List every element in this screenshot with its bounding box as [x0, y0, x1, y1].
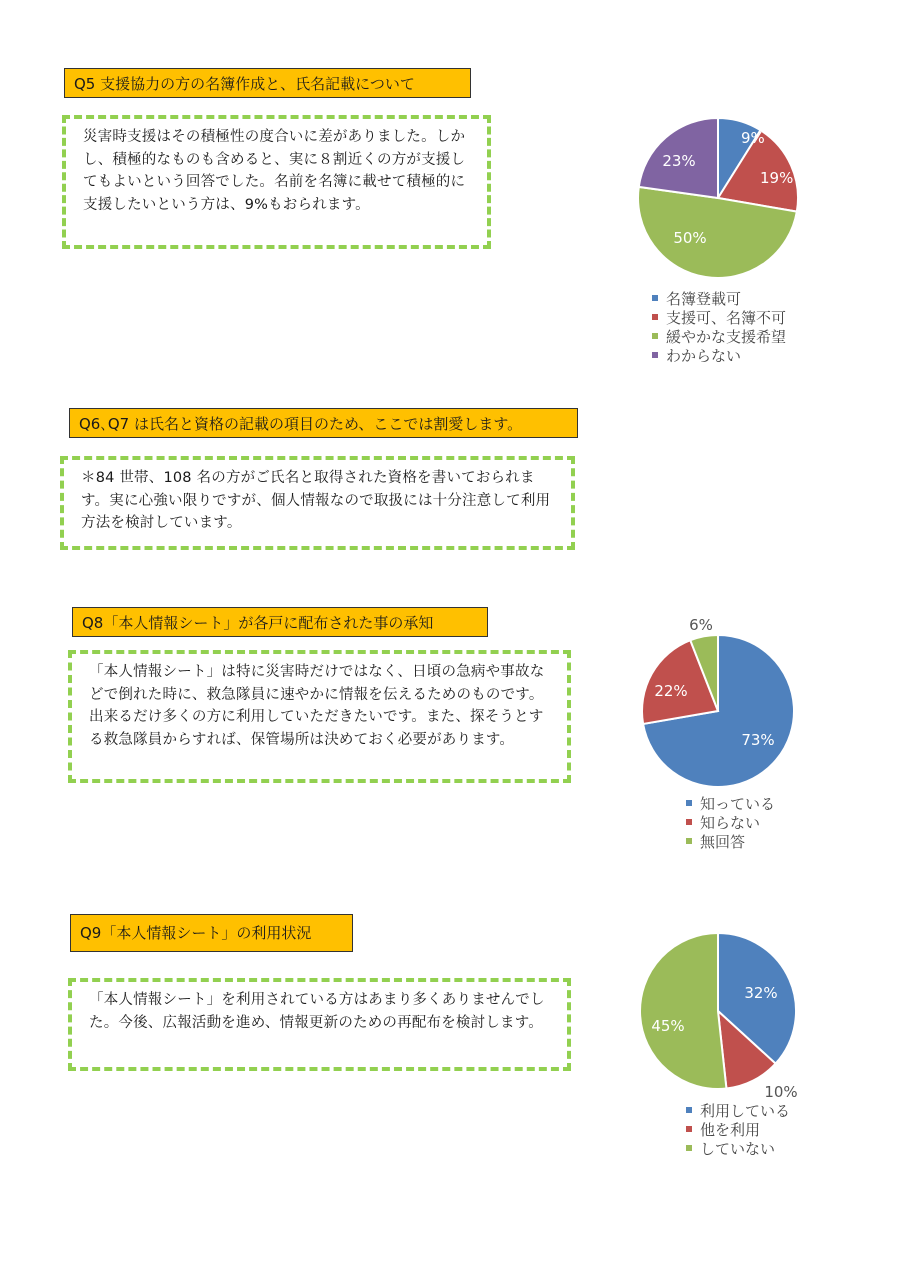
data-label: 23% — [662, 152, 696, 170]
data-label: 50% — [673, 229, 707, 247]
legend-label: していない — [700, 1140, 776, 1158]
legend-item — [652, 309, 786, 328]
legend-item — [686, 1140, 790, 1159]
legend-label: 緩やかな支援希望 — [666, 328, 787, 346]
legend-label: 知らない — [700, 814, 761, 832]
legend-swatch — [686, 800, 692, 806]
data-label: 45% — [651, 1017, 685, 1035]
pie-svg-q5 — [630, 115, 810, 285]
section-title-q9: Q9「本人情報シート」の利用状況 — [70, 914, 353, 952]
legend-label: 無回答 — [700, 833, 746, 851]
pie-slice — [640, 933, 726, 1089]
legend-item — [686, 795, 775, 814]
legend-swatch — [652, 352, 658, 358]
data-label: 73% — [741, 731, 775, 749]
data-label: 19% — [760, 169, 794, 187]
pie-svg-q8 — [630, 612, 810, 792]
pie-chart-q5 — [630, 115, 810, 285]
section-title-q6-q7: Q6､Q7 は氏名と資格の記載の項目のため、ここでは割愛します。 — [69, 408, 578, 438]
legend-label: 名簿登載可 — [666, 290, 742, 308]
legend-item — [686, 1102, 790, 1121]
pie-chart-q9 — [630, 925, 810, 1105]
legend-q8 — [686, 795, 775, 852]
section-title-q5: Q5 支援協力の方の名簿作成と、氏名記載について — [64, 68, 471, 98]
legend-item — [686, 833, 775, 852]
pie-svg-q9 — [630, 925, 810, 1105]
legend-label: 知っている — [700, 795, 776, 813]
legend-swatch — [652, 333, 658, 339]
legend-swatch — [686, 838, 692, 844]
legend-swatch — [652, 314, 658, 320]
legend-swatch — [686, 1107, 692, 1113]
legend-swatch — [652, 295, 658, 301]
data-label: 32% — [744, 984, 778, 1002]
section-note-q6-q7: ＊84 世帯、108 名の方がご氏名と取得された資格を書いておられます。実に心強い限りですが、個人情報なので取扱には十分注意して利用方法を検討しています。 — [60, 456, 575, 550]
legend-label: 他を利用 — [700, 1121, 761, 1139]
pie-chart-q8 — [630, 612, 810, 792]
legend-item — [652, 347, 786, 366]
data-label: 10% — [764, 1083, 798, 1101]
legend-item — [652, 328, 786, 347]
legend-item — [652, 290, 786, 309]
legend-swatch — [686, 1145, 692, 1151]
legend-label: わからない — [666, 347, 742, 365]
legend-label: 支援可、名簿不可 — [666, 309, 787, 327]
data-label: 6% — [689, 616, 713, 634]
legend-q5 — [652, 290, 786, 366]
section-note-q5: 災害時支援はその積極性の度合いに差がありました。しかし、積極的なものも含めると、実に８割近くの方が支援してもよいという回答でした。名前を名簿に載せて積極的に支援したいという方は、9%もおられます。 — [62, 115, 491, 249]
legend-label: 利用している — [700, 1102, 791, 1120]
legend-item — [686, 1121, 790, 1140]
data-label: 9% — [741, 129, 765, 147]
legend-swatch — [686, 1126, 692, 1132]
section-note-q9: 「本人情報シート」を利用されている方はあまり多くありませんでした。今後、広報活動を進め、情報更新のための再配布を検討します。 — [68, 978, 571, 1071]
section-title-q8: Q8「本人情報シート」が各戸に配布された事の承知 — [72, 607, 488, 637]
legend-q9 — [686, 1102, 790, 1159]
section-note-q8: 「本人情報シート」は特に災害時だけではなく、日頃の急病や事故などで倒れた時に、救急隊員に速やかに情報を伝えるためのものです。出来るだけ多くの方に利用していただきたいです。また、探そうとする救急隊員からすれば、保管場所は決めておく必要があります。 — [68, 650, 571, 783]
legend-swatch — [686, 819, 692, 825]
legend-item — [686, 814, 775, 833]
data-label: 22% — [654, 682, 688, 700]
